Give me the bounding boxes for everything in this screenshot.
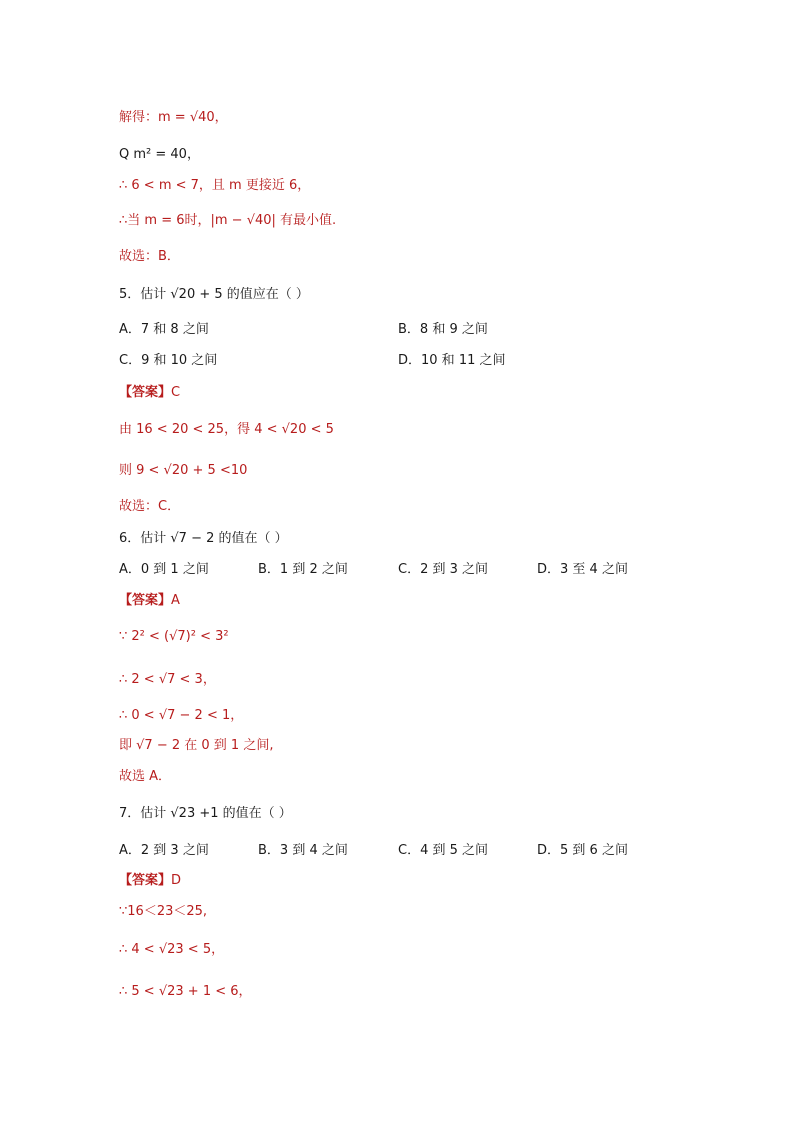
answer-value: C (171, 385, 181, 400)
solution-line-choice-b: 故选：B． (119, 249, 180, 264)
solution-line-minimum: ∴当 m = 6时，|m − √40| 有最小值. (119, 213, 337, 228)
q6-option-c: C．2 到 3 之间 (398, 562, 489, 577)
q6-solution-step-4: 即 √7 − 2 在 0 到 1 之间, (119, 738, 274, 753)
q6-option-b: B．1 到 2 之间 (258, 562, 348, 577)
q5-option-a: A．7 和 8 之间 (119, 322, 209, 337)
q6-solution-step-2: ∴ 2 < √7 < 3， (119, 672, 216, 687)
question-6: 6．估计 √7 − 2 的值在（ ） (119, 531, 288, 546)
question-5: 5．估计 √20 + 5 的值应在（ ） (119, 287, 309, 302)
q7-solution-step-1: ∵16＜23＜25, (119, 904, 208, 919)
q7-option-c: C．4 到 5 之间 (398, 843, 489, 858)
q5-solution-step-2: 则 9 < √20 + 5 <10 (119, 463, 248, 478)
q6-option-d: D．3 至 4 之间 (537, 562, 628, 577)
answer-label: 【答案】 (119, 593, 172, 608)
q6-answer (119, 591, 180, 611)
q7-option-b: B．3 到 4 之间 (258, 843, 348, 858)
q5-option-b: B．8 和 9 之间 (398, 322, 488, 337)
q6-solution-step-1: ∵ 2² < (√7)² < 3² (119, 629, 229, 644)
q7-solution-step-3: ∴ 5 < √23 + 1 < 6， (119, 984, 252, 999)
q7-option-a: A．2 到 3 之间 (119, 843, 209, 858)
solution-line-m-squared: Q m² = 40， (119, 147, 200, 162)
answer-value: A (171, 593, 180, 608)
question-7: 7．估计 √23 +1 的值在（ ） (119, 806, 292, 821)
q5-option-d: D．10 和 11 之间 (398, 353, 506, 368)
q6-solution-step-5: 故选 A． (119, 769, 172, 784)
q7-option-d: D．5 到 6 之间 (537, 843, 628, 858)
q5-solution-step-3: 故选：C． (119, 499, 181, 514)
q5-answer (119, 383, 180, 403)
q5-solution-step-1: 由 16 < 20 < 25，得 4 < √20 < 5 (119, 422, 334, 437)
solution-line-range: ∴ 6 < m < 7，且 m 更接近 6， (119, 178, 311, 193)
q7-answer (119, 871, 181, 891)
q7-solution-step-2: ∴ 4 < √23 < 5， (119, 942, 225, 957)
answer-value: D (171, 873, 182, 888)
solution-line-solve-m: 解得：m = √40， (119, 110, 228, 125)
answer-label: 【答案】 (119, 873, 172, 888)
q5-option-c: C．9 和 10 之间 (119, 353, 218, 368)
answer-label: 【答案】 (119, 385, 172, 400)
q6-solution-step-3: ∴ 0 < √7 − 2 < 1， (119, 708, 244, 723)
q6-option-a: A．0 到 1 之间 (119, 562, 209, 577)
